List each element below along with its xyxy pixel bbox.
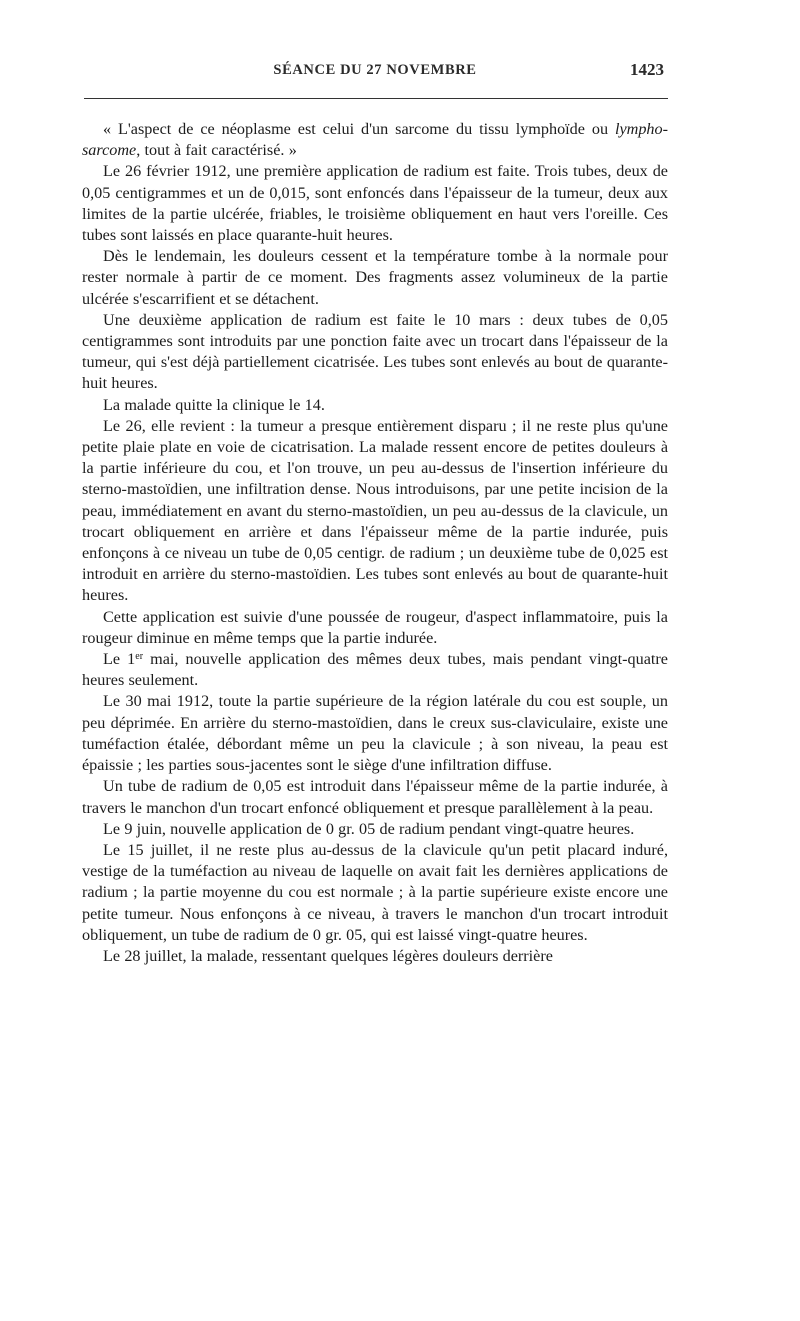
paragraph-1-italic-term: lympho-sarcome [82, 120, 668, 160]
paragraph-12: Le 15 juillet, il ne reste plus au-dessus de la clavicule qu'un petit placard induré, vestige de la tuméfaction au niveau de laquelle on avait fait les dernières applications de radium ; la partie moyenne du cou est normale ; à la partie supérieure existe encore une petite tumeur. Nous enfonçons à ce niveau, à travers le manchon d'un trocart introduit obliquement, un tube de radium de 0 gr. 05, qui est laissé vingt-quatre heures. [82, 840, 668, 944]
paragraph-4: Une deuxième application de radium est faite le 10 mars : deux tubes de 0,05 centigrammes sont introduits par une ponction faite avec un trocart dans l'épaisseur de la tumeur, qui s'est déjà partiellement cicatrisée. Les tubes sont enlevés au bout de quarante-huit heures. [82, 310, 668, 393]
paragraph-10: Un tube de radium de 0,05 est introduit dans l'épaisseur même de la partie indurée, à travers le manchon d'un trocart enfoncé obliquement et presque parallèlement à la peau. [82, 777, 668, 817]
paragraph-8-text: Le 1 [103, 650, 136, 669]
running-title: SÉANCE DU 27 NOVEMBRE [273, 62, 477, 78]
paragraph-1-text: « L'aspect de ce néoplasme est celui d'un sarcome du tissu lymphoïde ou [103, 120, 615, 138]
paragraph-8-superscript: er [135, 651, 144, 663]
paragraph-1 [82, 119, 668, 161]
paragraph-6: Le 26, elle revient : la tumeur a presque entièrement disparu ; il ne reste plus qu'une petite plaie plate en voie de cicatrisation. La malade ressent encore de petites douleurs à la partie inférieure du cou, et l'on trouve, un peu au-dessus de l'insertion inférieure du sterno-mastoïdien, une infiltration dense. Nous introduisons, par une petite incision de la peau, immédiatement en avant du sterno-mastoïdien, un peu au-dessus de la clavicule, un trocart obliquement en arrière et dans l'épaisseur même de la partie indurée, puis enfonçons à ce niveau un tube de 0,05 centigr. de radium ; un deuxième tube de 0,025 est introduit en arrière du sterno-mastoïdien. Les tubes sont enlevés au bout de quarante-huit heures. [82, 416, 668, 605]
paragraph-13: Le 28 juillet, la malade, ressentant quelques légères douleurs derrière [103, 946, 553, 965]
page-number: 1423 [630, 60, 664, 79]
paragraph-9: Le 30 mai 1912, toute la partie supérieure de la région latérale du cou est souple, un peu déprimée. En arrière du sterno-mastoïdien, dans le creux sus-claviculaire, existe une tuméfaction étalée, débordant même un peu la clavicule ; à son niveau, la peau est épaissie ; les parties sous-jacentes sont le siège d'une infiltration diffuse. [82, 692, 668, 775]
header-rule [84, 98, 668, 99]
paragraph-2: Le 26 février 1912, une première application de radium est faite. Trois tubes, deux de 0,05 centigrammes et un de 0,015, sont enfoncés dans l'épaisseur de la tumeur, deux aux limites de la partie ulcérée, friables, le troisième obliquement en haut vers l'oreille. Ces tubes sont laissés en place quarante-huit heures. [82, 162, 668, 245]
paragraph-8 [82, 649, 668, 691]
paragraph-11: Le 9 juin, nouvelle application de 0 gr. 05 de radium pendant vingt-quatre heures. [103, 819, 635, 838]
paragraph-3: Dès le lendemain, les douleurs cessent et la température tombe à la normale pour rester normale à partir de ce moment. Des fragments assez volumineux de la partie ulcérée s'escarrifient et se détachent. [82, 247, 668, 308]
paragraph-7: Cette application est suivie d'une poussée de rougeur, d'aspect inflammatoire, puis la rougeur diminue en même temps que la partie indurée. [82, 607, 668, 647]
paragraph-8-text-end: mai, nouvelle application des mêmes deux tubes, mais pendant vingt-quatre heures seulement. [82, 650, 668, 690]
document-page [82, 56, 668, 965]
paragraph-5: La malade quitte la clinique le 14. [103, 395, 325, 414]
paragraph-1-text-end: , tout à fait caractérisé. » [136, 141, 297, 160]
running-header [82, 56, 668, 88]
body-text [82, 119, 668, 967]
